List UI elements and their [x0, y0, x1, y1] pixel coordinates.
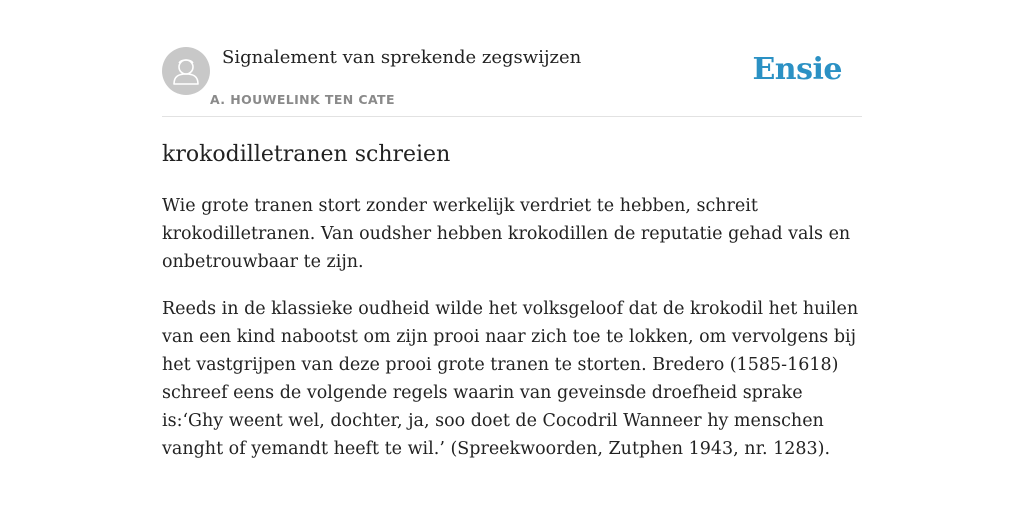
ensie-logo[interactable]: Ensie: [752, 52, 842, 87]
entry-paragraph: Wie grote tranen stort zonder werkelijk verdriet te hebben, schreit krokodilletranen. Van oudsher hebben krokodillen de reputatie gehad vals en onbetrouwbaar te zijn.: [162, 196, 851, 272]
source-title[interactable]: Signalement van sprekende zegswijzen: [222, 47, 582, 68]
user-silhouette-icon: [162, 47, 210, 95]
entry-body: [162, 192, 862, 482]
entry-paragraph: Reeds in de klassieke oudheid wilde het volksgeloof dat de krokodil het huilen van een kind nabootst om zijn prooi naar zich toe te lokken, om vervolgens bij het vastgrijpen van deze prooi grote tranen te storten. Bredero (1585-1618) schreef eens de volgende regels waarin van geveinsde droefheid sprake is:‘Ghy weent wel, dochter, ja, soo doet de Cocodril Wanneer hy menschen vanght of yemandt heeft te wil.’ (Spreekwoorden, Zutphen 1943, nr. 1283).: [162, 299, 859, 459]
author-name[interactable]: A. HOUWELINK TEN CATE: [210, 92, 395, 107]
author-avatar[interactable]: [162, 47, 210, 95]
source-header: [162, 46, 862, 117]
entry-title: krokodilletranen schreien: [162, 142, 451, 167]
